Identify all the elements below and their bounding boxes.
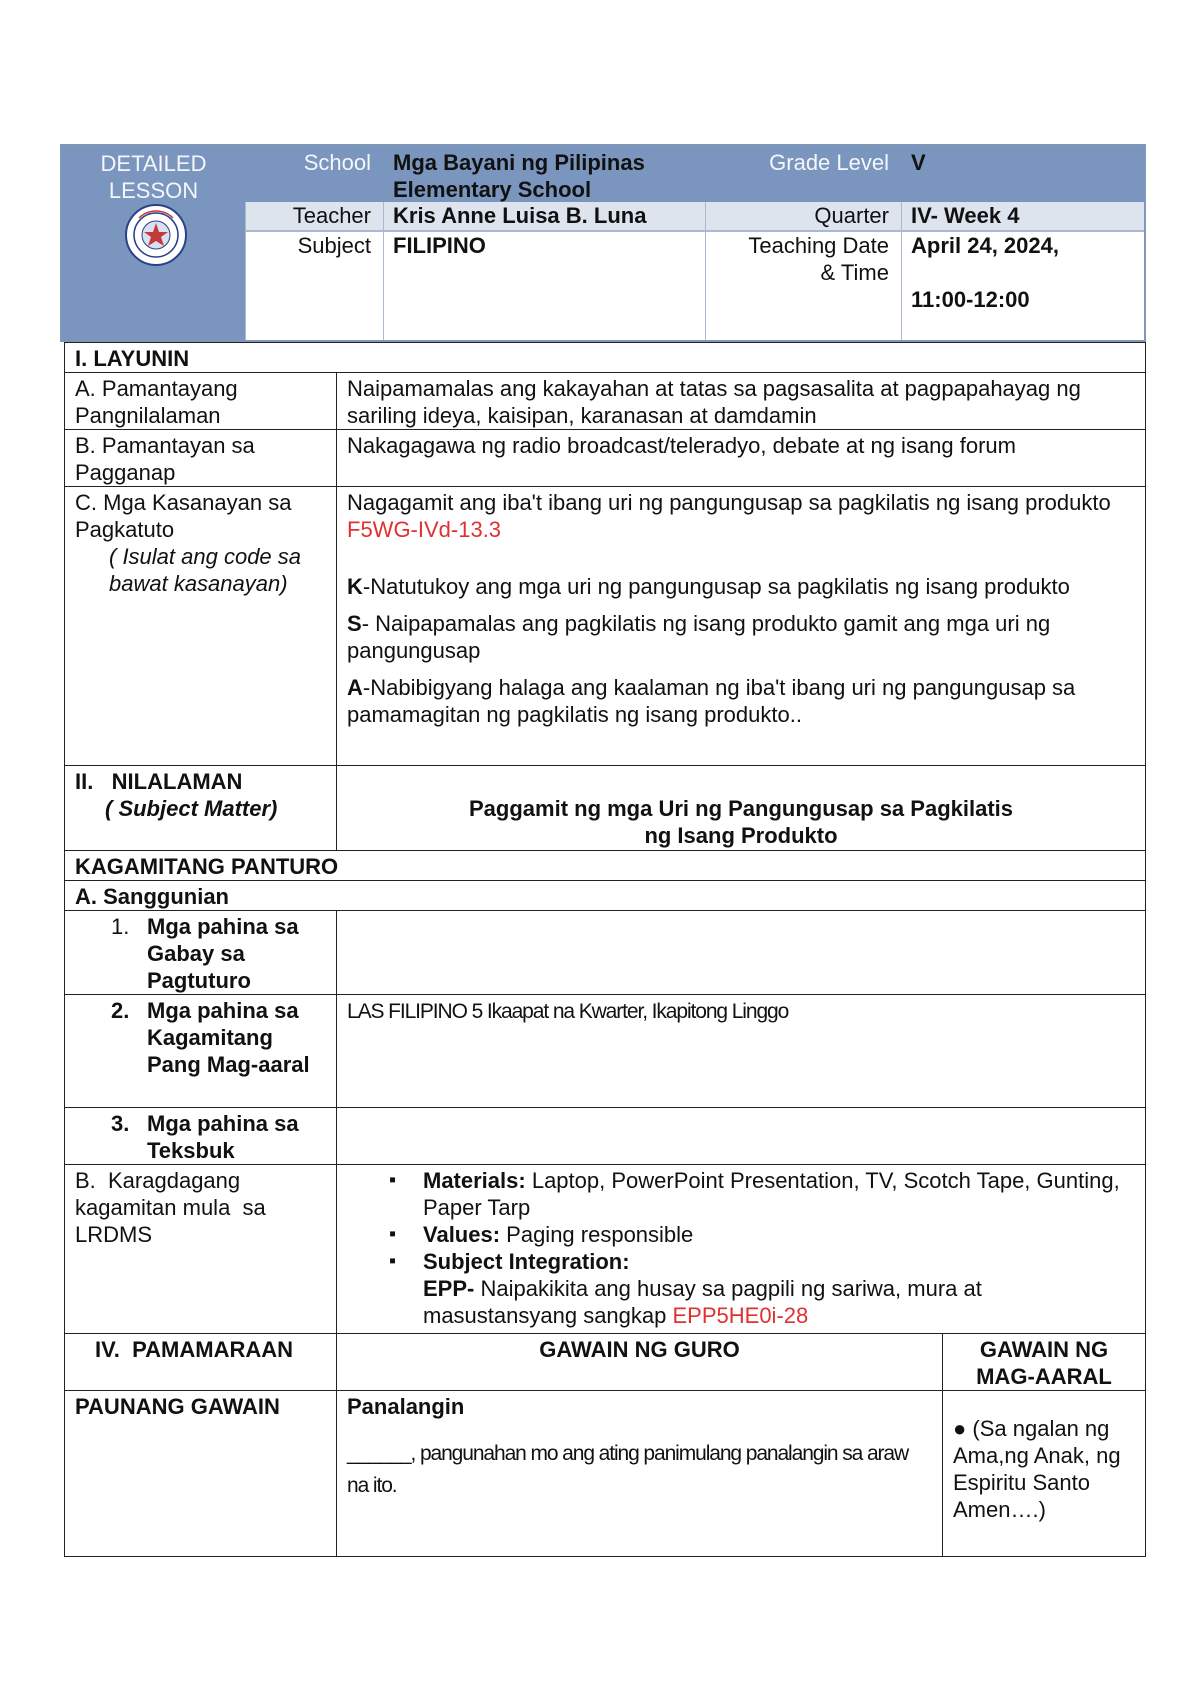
quarter-value: IV- Week 4 [901, 202, 1144, 230]
gabay-label: 1. Mga pahina sa Gabay sa Pagtuturo [65, 911, 337, 995]
gabay-row [65, 911, 1146, 995]
kasanayan-code: F5WG-IVd-13.3 [347, 517, 502, 542]
paunang-gawain-mag-aaral: ● (Sa ngalan ng Ama,ng Anak, ng Espiritu Santo Amen….) [943, 1391, 1146, 1557]
knowledge-objective: K-Natutukoy ang mga uri ng pangungusap sa pagkilatis ng isang produkto [347, 574, 1070, 599]
karagdagang-kagamitan-list [337, 1165, 1146, 1334]
sanggunian-row [65, 881, 1146, 911]
materials-item: ▪ Materials: Laptop, PowerPoint Presentation, TV, Scotch Tape, Gunting, Paper Tarp [423, 1167, 1135, 1221]
epp-code: EPP5HE0i-28 [672, 1303, 809, 1328]
subject-value: FILIPINO [393, 233, 486, 258]
teacher-label: Teacher [245, 202, 383, 230]
attitude-objective: A-Nabibigyang halaga ang kaalaman ng iba't ibang uri ng pangungusap sa pamamagitan ng pagkilatis ng isang produkto.. [347, 675, 1076, 727]
teaching-date-label: Teaching Date & Time [748, 233, 889, 285]
teacher-value: Kris Anne Luisa B. Luna [383, 202, 705, 230]
pamantayang-pangnilalaman-label: A. Pamantayang Pangnilalaman [65, 373, 337, 430]
pamantayan-pagganap-text: Nakagagawa ng radio broadcast/teleradyo, debate at ng isang forum [337, 430, 1146, 487]
kagamitang-mag-aaral-row [65, 995, 1146, 1108]
gabay-value [337, 911, 1146, 995]
pamamaraan-heading: IV. PAMAMARAAN [65, 1334, 337, 1391]
sanggunian-heading: A. Sanggunian [65, 881, 1146, 911]
dll-title: DETAILED LESSON [100, 151, 207, 203]
integration-item: ▪ Subject Integration: EPP- Naipakikita ang husay sa pagpili ng sariwa, mura at masustansyang sangkap EPP5HE0i-28 [423, 1248, 1135, 1329]
layunin-heading-row [65, 343, 1146, 373]
gawain-mag-aaral-heading: GAWAIN NG MAG-AARAL [943, 1334, 1146, 1391]
subject-label: Subject [297, 233, 371, 258]
paunang-gawain-guro: Panalangin ______, pangunahan mo ang ating panimulang panalangin sa araw na ito. [337, 1391, 943, 1557]
kagamitang-mag-aaral-label: 2. Mga pahina sa Kagamitang Pang Mag-aaral [65, 995, 337, 1108]
kasanayan-note: ( Isulat ang code sa bawat kasanayan) [109, 544, 302, 596]
nilalaman-label: II. NILALAMAN ( Subject Matter) [65, 766, 337, 851]
pamantayang-pangnilalaman-text: Naipamamalas ang kakayahan at tatas sa pagsasalita at pagpapahayag ng sariling ideya, kaisipan, karanasan at damdamin [337, 373, 1146, 430]
teksbuk-label: 3. Mga pahina sa Teksbuk [65, 1108, 337, 1165]
paunang-gawain-row [65, 1391, 1146, 1557]
layunin-heading: I. LAYUNIN [65, 343, 1146, 373]
paunang-gawain-label: PAUNANG GAWAIN [65, 1391, 337, 1557]
kasanayan-label: C. Mga Kasanayan sa Pagkatuto ( Isulat ang code sa bawat kasanayan) [65, 487, 337, 766]
school-label: School [245, 146, 383, 202]
nilalaman-row [65, 766, 1146, 851]
kagamitan-heading-row [65, 851, 1146, 881]
skill-objective: S- Naipapamalas ang pagkilatis ng isang produkto gamit ang mga uri ng pangungusap [347, 611, 1051, 663]
values-item: ▪ Values: Paging responsible [423, 1221, 1135, 1248]
kasanayan-row [65, 487, 1146, 766]
school-value: Mga Bayani ng Pilipinas Elementary School [383, 146, 705, 202]
kagamitan-heading: KAGAMITANG PANTURO [65, 851, 1146, 881]
lesson-table [64, 342, 1146, 1557]
kasanayan-main: Nagagamit ang iba't ibang uri ng pangungusap sa pagkilatis ng isang produkto F5WG-IVd-13.3 [347, 490, 1111, 542]
pamantayan-pagganap-row [65, 430, 1146, 487]
teaching-date-value: April 24, 2024, 11:00-12:00 [911, 233, 1059, 312]
grade-level-value: V [901, 146, 1144, 202]
dll-title-block [62, 146, 245, 342]
gawain-guro-heading: GAWAIN NG GURO [337, 1334, 943, 1391]
kagamitang-mag-aaral-value: LAS FILIPINO 5 Ikaapat na Kwarter, Ikapitong Linggo [337, 995, 1146, 1108]
kasanayan-text [337, 487, 1146, 766]
teksbuk-row [65, 1108, 1146, 1165]
teksbuk-value [337, 1108, 1146, 1165]
karagdagang-kagamitan-row [65, 1165, 1146, 1334]
pamamaraan-heading-row [65, 1334, 1146, 1391]
header-table [60, 144, 1146, 342]
pamantayang-pangnilalaman-row [65, 373, 1146, 430]
quarter-label: Quarter [705, 202, 901, 230]
deped-seal-icon [125, 204, 187, 266]
nilalaman-title: Paggamit ng mga Uri ng Pangungusap sa Pagkilatis ng Isang Produkto [337, 766, 1146, 851]
grade-level-label: Grade Level [705, 146, 901, 202]
karagdagang-kagamitan-label: B. Karagdagang kagamitan mula sa LRDMS [65, 1165, 337, 1334]
pamantayan-pagganap-label: B. Pamantayan sa Pagganap [65, 430, 337, 487]
